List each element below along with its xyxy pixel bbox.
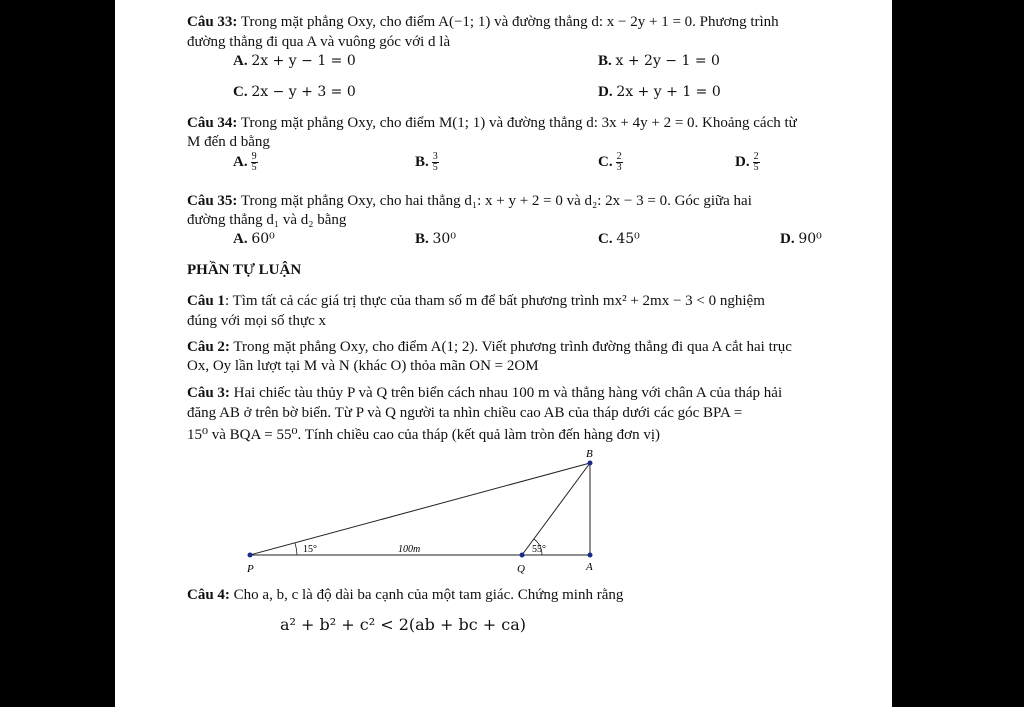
distance-label: 100m <box>398 544 421 555</box>
p1-text-2: đúng với mọi số thực x <box>187 313 326 329</box>
q33-label: Câu 33: <box>187 14 238 30</box>
q33-option-b: B. x + 2y − 1 = 0 <box>598 53 720 69</box>
angle-label-q: 55° <box>532 544 546 555</box>
q35-option-d: D. 90⁰ <box>780 231 822 247</box>
line-p-b <box>250 463 590 555</box>
q33-option-a: A. 2x + y − 1 = 0 <box>233 53 356 69</box>
line-q-b <box>522 463 590 555</box>
q33-option-c: C. 2x − y + 3 = 0 <box>233 84 356 100</box>
q35-text-1: Trong mặt phẳng Oxy, cho hai thẳng d₁: x + y + 2 = 0 và d₂: 2x − 3 = 0. Góc giữa hai <box>240 193 752 209</box>
q35-line1 <box>187 192 752 210</box>
angle-label-p: 15° <box>303 544 317 555</box>
q35-text-2: đường thẳng d₁ và d₂ bằng <box>187 212 347 228</box>
q35-label: Câu 35: <box>187 193 238 209</box>
p4-formula: a² + b² + c² < 2(ab + bc + ca) <box>280 615 527 634</box>
p3-text-1: Hai chiếc tàu thủy P và Q trên biển cách nhau 100 m và thẳng hàng với chân A của tháp hải <box>233 385 783 401</box>
point-p <box>248 553 253 558</box>
p3-label: Câu 3: <box>187 385 230 401</box>
q34-option-d: D. $\frac{2}{5}$ <box>735 151 759 173</box>
p1-text-1: : Tìm tất cả các giá trị thực của tham số m để bất phương trình mx² + 2mx − 3 < 0 nghiệm <box>224 293 765 309</box>
q33-line1 <box>187 13 779 31</box>
q34-option-c: C. $\frac{2}{3}$ <box>598 151 622 173</box>
q35-option-c: C. 45⁰ <box>598 231 640 247</box>
section-title: PHẦN TỰ LUẬN <box>187 262 302 278</box>
q34-label: Câu 34: <box>187 115 238 131</box>
document-page <box>115 0 892 707</box>
label-b: B <box>586 448 593 460</box>
p2-line1 <box>187 338 792 356</box>
point-q <box>520 553 525 558</box>
p3-line1 <box>187 384 782 402</box>
p2-label: Câu 2: <box>187 339 230 355</box>
p3-text-3: 15⁰ và BQA = 55⁰. Tính chiều cao của tháp (kết quả làm tròn đến hàng đơn vị) <box>187 427 661 443</box>
q34-option-a: A. $\frac{9}{5}$ <box>233 151 257 173</box>
p1-label: Câu 1 <box>187 293 225 309</box>
q33-text-2: đường thẳng đi qua A và vuông góc với d là <box>187 34 451 50</box>
q33-text-1: Trong mặt phẳng Oxy, cho điểm A(−1; 1) và đường thẳng d: x − 2y + 1 = 0. Phương trình <box>240 14 779 30</box>
p3-text-2: đăng AB ở trên bờ biển. Từ P và Q người ta nhìn chiều cao AB của tháp dưới các góc BPA = <box>187 405 743 421</box>
q33-option-d: D. 2x + y + 1 = 0 <box>598 84 721 100</box>
p1-line1 <box>187 292 765 310</box>
q35-option-a: A. 60⁰ <box>233 231 275 247</box>
label-q: Q <box>517 563 525 575</box>
angle-arc-p <box>295 543 297 555</box>
label-a: A <box>586 561 593 573</box>
q34-text-1: Trong mặt phẳng Oxy, cho điểm M(1; 1) và đường thẳng d: 3x + 4y + 2 = 0. Khoảng cách từ <box>240 115 797 131</box>
point-a <box>588 553 593 558</box>
p4-label: Câu 4: <box>187 587 230 603</box>
tower-figure <box>235 445 615 580</box>
p4-line1 <box>187 586 623 604</box>
q34-option-b: B. $\frac{3}{5}$ <box>415 151 438 173</box>
p2-text-1: Trong mặt phẳng Oxy, cho điểm A(1; 2). Viết phương trình đường thẳng đi qua A cắt hai trục <box>233 339 792 355</box>
label-p: P <box>247 563 254 575</box>
p4-text-1: Cho a, b, c là độ dài ba cạnh của một tam giác. Chứng minh rằng <box>233 587 624 603</box>
q34-text-2: M đến d bằng <box>187 134 270 150</box>
q34-line1 <box>187 114 797 132</box>
p2-text-2: Ox, Oy lần lượt tại M và N (khác O) thỏa mãn ON = 2OM <box>187 358 539 374</box>
point-b <box>588 461 593 466</box>
q35-option-b: B. 30⁰ <box>415 231 456 247</box>
